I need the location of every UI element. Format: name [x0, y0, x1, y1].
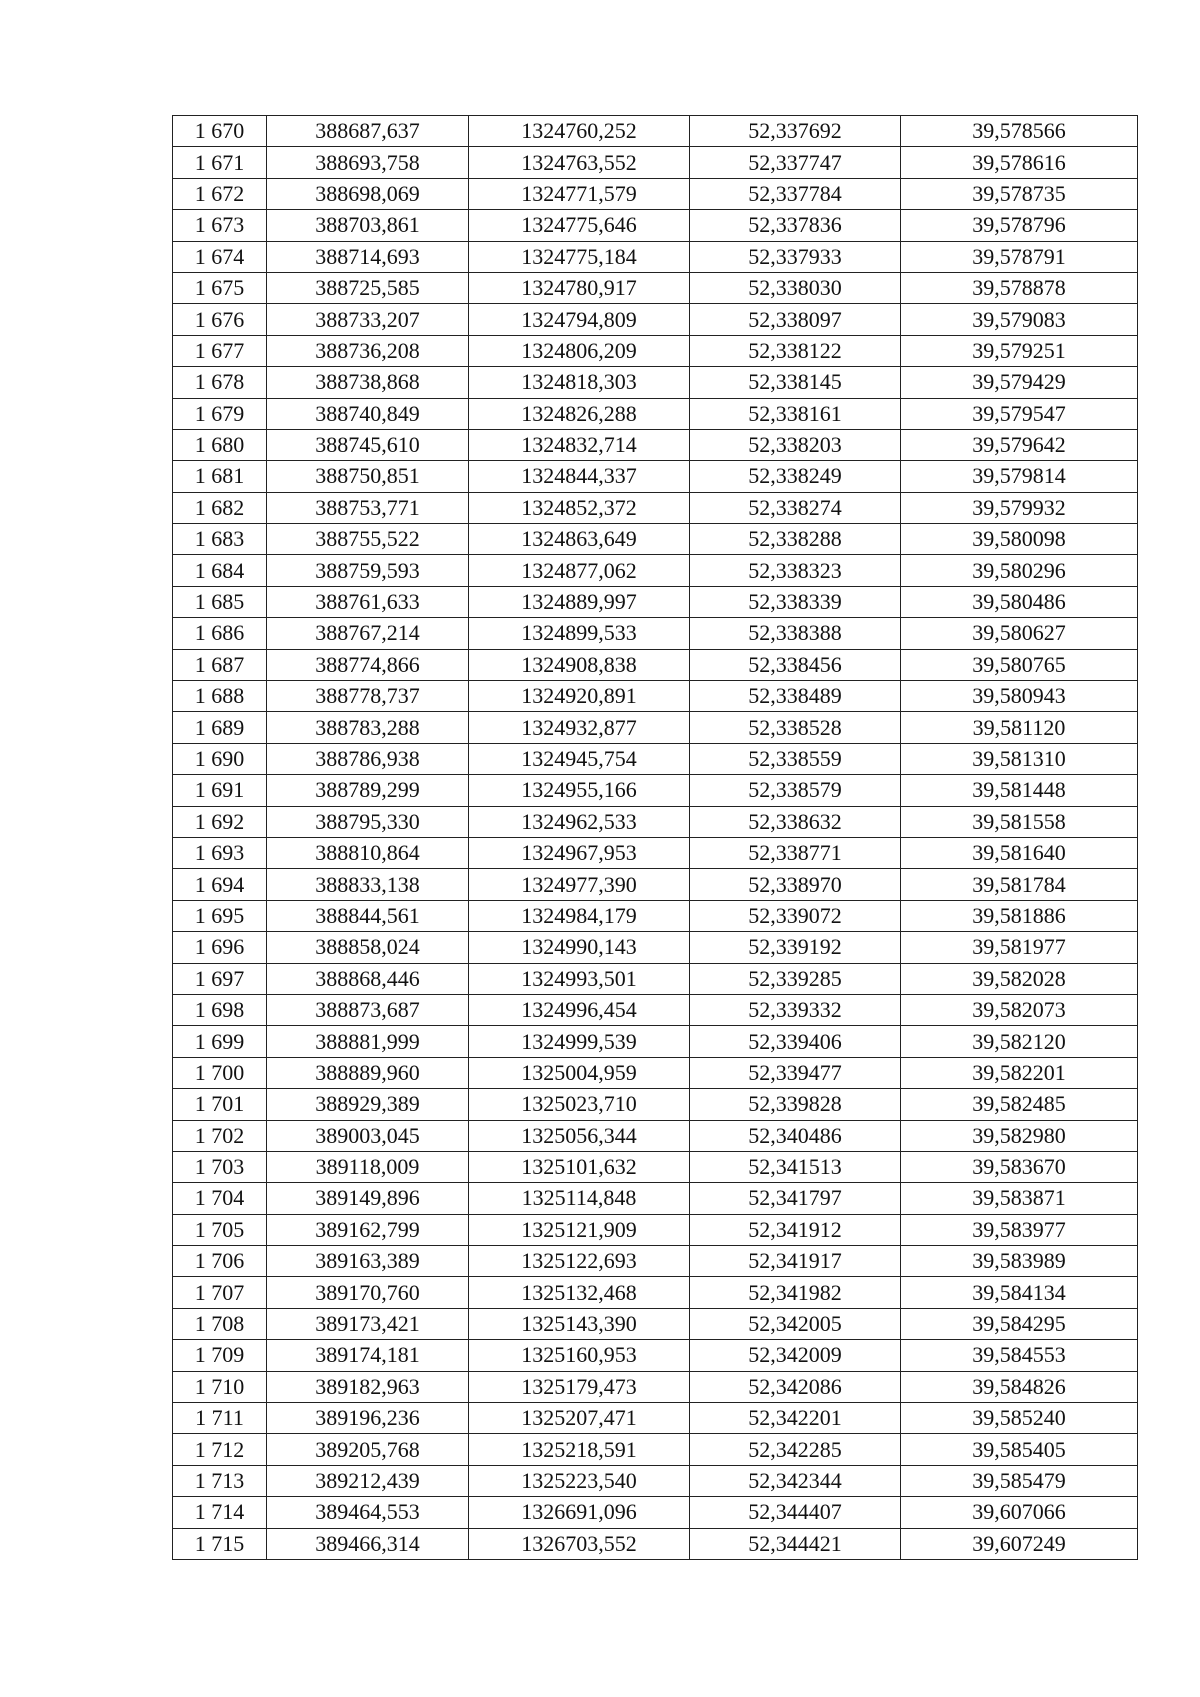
x-coordinate-cell: 388755,522 [267, 524, 469, 555]
table-row [173, 272, 1138, 303]
y-coordinate-cell: 1324806,209 [469, 335, 690, 366]
longitude-cell: 39,578566 [901, 116, 1138, 147]
longitude-cell: 39,585479 [901, 1465, 1138, 1496]
point-number-cell: 1 715 [173, 1528, 267, 1559]
y-coordinate-cell: 1326703,552 [469, 1528, 690, 1559]
latitude-cell: 52,338579 [690, 775, 901, 806]
y-coordinate-cell: 1324771,579 [469, 178, 690, 209]
table-row [173, 1089, 1138, 1120]
point-number-cell: 1 714 [173, 1497, 267, 1528]
point-number-cell: 1 687 [173, 649, 267, 680]
point-number-cell: 1 692 [173, 806, 267, 837]
longitude-cell: 39,579083 [901, 304, 1138, 335]
longitude-cell: 39,580296 [901, 555, 1138, 586]
y-coordinate-cell: 1325122,693 [469, 1246, 690, 1277]
y-coordinate-cell: 1324908,838 [469, 649, 690, 680]
x-coordinate-cell: 389118,009 [267, 1151, 469, 1182]
x-coordinate-cell: 388858,024 [267, 932, 469, 963]
y-coordinate-cell: 1324932,877 [469, 712, 690, 743]
point-number-cell: 1 701 [173, 1089, 267, 1120]
table-row [173, 241, 1138, 272]
table-row [173, 1151, 1138, 1182]
longitude-cell: 39,580765 [901, 649, 1138, 680]
y-coordinate-cell: 1324760,252 [469, 116, 690, 147]
y-coordinate-cell: 1325132,468 [469, 1277, 690, 1308]
latitude-cell: 52,341917 [690, 1246, 901, 1277]
x-coordinate-cell: 388810,864 [267, 837, 469, 868]
longitude-cell: 39,584826 [901, 1371, 1138, 1402]
table-row [173, 367, 1138, 398]
latitude-cell: 52,338097 [690, 304, 901, 335]
longitude-cell: 39,582980 [901, 1120, 1138, 1151]
longitude-cell: 39,584553 [901, 1340, 1138, 1371]
longitude-cell: 39,581310 [901, 743, 1138, 774]
longitude-cell: 39,578791 [901, 241, 1138, 272]
x-coordinate-cell: 388844,561 [267, 900, 469, 931]
table-row [173, 837, 1138, 868]
y-coordinate-cell: 1325023,710 [469, 1089, 690, 1120]
y-coordinate-cell: 1324818,303 [469, 367, 690, 398]
table-row [173, 900, 1138, 931]
table-row [173, 1214, 1138, 1245]
latitude-cell: 52,338339 [690, 586, 901, 617]
x-coordinate-cell: 388761,633 [267, 586, 469, 617]
y-coordinate-cell: 1324990,143 [469, 932, 690, 963]
x-coordinate-cell: 388714,693 [267, 241, 469, 272]
y-coordinate-cell: 1324967,953 [469, 837, 690, 868]
point-number-cell: 1 678 [173, 367, 267, 398]
point-number-cell: 1 690 [173, 743, 267, 774]
table-row [173, 398, 1138, 429]
x-coordinate-cell: 389173,421 [267, 1308, 469, 1339]
table-row [173, 147, 1138, 178]
x-coordinate-cell: 388750,851 [267, 461, 469, 492]
table-row [173, 1183, 1138, 1214]
longitude-cell: 39,583871 [901, 1183, 1138, 1214]
point-number-cell: 1 700 [173, 1057, 267, 1088]
longitude-cell: 39,585405 [901, 1434, 1138, 1465]
x-coordinate-cell: 388833,138 [267, 869, 469, 900]
latitude-cell: 52,337692 [690, 116, 901, 147]
x-coordinate-cell: 388929,389 [267, 1089, 469, 1120]
longitude-cell: 39,582073 [901, 994, 1138, 1025]
longitude-cell: 39,582201 [901, 1057, 1138, 1088]
table-row [173, 429, 1138, 460]
longitude-cell: 39,580627 [901, 618, 1138, 649]
x-coordinate-cell: 389464,553 [267, 1497, 469, 1528]
latitude-cell: 52,338489 [690, 681, 901, 712]
table-row [173, 1528, 1138, 1559]
table-row [173, 1340, 1138, 1371]
point-number-cell: 1 709 [173, 1340, 267, 1371]
latitude-cell: 52,342285 [690, 1434, 901, 1465]
point-number-cell: 1 689 [173, 712, 267, 743]
longitude-cell: 39,607249 [901, 1528, 1138, 1559]
point-number-cell: 1 697 [173, 963, 267, 994]
x-coordinate-cell: 388703,861 [267, 210, 469, 241]
x-coordinate-cell: 389170,760 [267, 1277, 469, 1308]
table-row [173, 806, 1138, 837]
table-row [173, 210, 1138, 241]
point-number-cell: 1 696 [173, 932, 267, 963]
latitude-cell: 52,339828 [690, 1089, 901, 1120]
x-coordinate-cell: 388767,214 [267, 618, 469, 649]
point-number-cell: 1 674 [173, 241, 267, 272]
y-coordinate-cell: 1324763,552 [469, 147, 690, 178]
y-coordinate-cell: 1324984,179 [469, 900, 690, 931]
x-coordinate-cell: 388795,330 [267, 806, 469, 837]
latitude-cell: 52,341912 [690, 1214, 901, 1245]
table-row [173, 1465, 1138, 1496]
point-number-cell: 1 699 [173, 1026, 267, 1057]
x-coordinate-cell: 388783,288 [267, 712, 469, 743]
longitude-cell: 39,584295 [901, 1308, 1138, 1339]
table-row [173, 492, 1138, 523]
y-coordinate-cell: 1325160,953 [469, 1340, 690, 1371]
longitude-cell: 39,578735 [901, 178, 1138, 209]
x-coordinate-cell: 389182,963 [267, 1371, 469, 1402]
y-coordinate-cell: 1325207,471 [469, 1403, 690, 1434]
table-row [173, 1371, 1138, 1402]
coordinates-table-body [173, 116, 1138, 1560]
x-coordinate-cell: 388881,999 [267, 1026, 469, 1057]
table-row [173, 712, 1138, 743]
point-number-cell: 1 672 [173, 178, 267, 209]
latitude-cell: 52,342344 [690, 1465, 901, 1496]
point-number-cell: 1 708 [173, 1308, 267, 1339]
y-coordinate-cell: 1324794,809 [469, 304, 690, 335]
point-number-cell: 1 683 [173, 524, 267, 555]
point-number-cell: 1 703 [173, 1151, 267, 1182]
x-coordinate-cell: 389205,768 [267, 1434, 469, 1465]
x-coordinate-cell: 388789,299 [267, 775, 469, 806]
longitude-cell: 39,607066 [901, 1497, 1138, 1528]
x-coordinate-cell: 389196,236 [267, 1403, 469, 1434]
table-row [173, 1308, 1138, 1339]
table-row [173, 618, 1138, 649]
point-number-cell: 1 693 [173, 837, 267, 868]
y-coordinate-cell: 1325121,909 [469, 1214, 690, 1245]
point-number-cell: 1 670 [173, 116, 267, 147]
x-coordinate-cell: 388786,938 [267, 743, 469, 774]
latitude-cell: 52,341982 [690, 1277, 901, 1308]
y-coordinate-cell: 1324999,539 [469, 1026, 690, 1057]
latitude-cell: 52,337836 [690, 210, 901, 241]
x-coordinate-cell: 388774,866 [267, 649, 469, 680]
y-coordinate-cell: 1324877,062 [469, 555, 690, 586]
table-row [173, 461, 1138, 492]
latitude-cell: 52,338528 [690, 712, 901, 743]
latitude-cell: 52,339332 [690, 994, 901, 1025]
y-coordinate-cell: 1324993,501 [469, 963, 690, 994]
point-number-cell: 1 684 [173, 555, 267, 586]
longitude-cell: 39,581640 [901, 837, 1138, 868]
y-coordinate-cell: 1324945,754 [469, 743, 690, 774]
table-row [173, 586, 1138, 617]
latitude-cell: 52,338203 [690, 429, 901, 460]
table-row [173, 1434, 1138, 1465]
latitude-cell: 52,337784 [690, 178, 901, 209]
latitude-cell: 52,338632 [690, 806, 901, 837]
longitude-cell: 39,582120 [901, 1026, 1138, 1057]
y-coordinate-cell: 1325179,473 [469, 1371, 690, 1402]
latitude-cell: 52,338771 [690, 837, 901, 868]
x-coordinate-cell: 389163,389 [267, 1246, 469, 1277]
point-number-cell: 1 688 [173, 681, 267, 712]
longitude-cell: 39,584134 [901, 1277, 1138, 1308]
point-number-cell: 1 705 [173, 1214, 267, 1245]
longitude-cell: 39,583670 [901, 1151, 1138, 1182]
x-coordinate-cell: 388868,446 [267, 963, 469, 994]
longitude-cell: 39,580486 [901, 586, 1138, 617]
table-row [173, 1057, 1138, 1088]
point-number-cell: 1 675 [173, 272, 267, 303]
longitude-cell: 39,581448 [901, 775, 1138, 806]
table-row [173, 869, 1138, 900]
longitude-cell: 39,579814 [901, 461, 1138, 492]
longitude-cell: 39,583977 [901, 1214, 1138, 1245]
x-coordinate-cell: 388753,771 [267, 492, 469, 523]
table-row [173, 743, 1138, 774]
y-coordinate-cell: 1324889,997 [469, 586, 690, 617]
point-number-cell: 1 681 [173, 461, 267, 492]
table-row [173, 963, 1138, 994]
y-coordinate-cell: 1326691,096 [469, 1497, 690, 1528]
y-coordinate-cell: 1325143,390 [469, 1308, 690, 1339]
point-number-cell: 1 671 [173, 147, 267, 178]
table-row [173, 1277, 1138, 1308]
latitude-cell: 52,342005 [690, 1308, 901, 1339]
latitude-cell: 52,341513 [690, 1151, 901, 1182]
latitude-cell: 52,344421 [690, 1528, 901, 1559]
latitude-cell: 52,342009 [690, 1340, 901, 1371]
latitude-cell: 52,338970 [690, 869, 901, 900]
y-coordinate-cell: 1324844,337 [469, 461, 690, 492]
latitude-cell: 52,338249 [690, 461, 901, 492]
table-row [173, 649, 1138, 680]
longitude-cell: 39,581977 [901, 932, 1138, 963]
y-coordinate-cell: 1325223,540 [469, 1465, 690, 1496]
table-row [173, 116, 1138, 147]
x-coordinate-cell: 389003,045 [267, 1120, 469, 1151]
latitude-cell: 52,342086 [690, 1371, 901, 1402]
longitude-cell: 39,581558 [901, 806, 1138, 837]
point-number-cell: 1 679 [173, 398, 267, 429]
point-number-cell: 1 706 [173, 1246, 267, 1277]
x-coordinate-cell: 388687,637 [267, 116, 469, 147]
x-coordinate-cell: 388725,585 [267, 272, 469, 303]
y-coordinate-cell: 1324955,166 [469, 775, 690, 806]
x-coordinate-cell: 389212,439 [267, 1465, 469, 1496]
x-coordinate-cell: 388736,208 [267, 335, 469, 366]
table-row [173, 178, 1138, 209]
latitude-cell: 52,338323 [690, 555, 901, 586]
latitude-cell: 52,338456 [690, 649, 901, 680]
y-coordinate-cell: 1325218,591 [469, 1434, 690, 1465]
x-coordinate-cell: 389149,896 [267, 1183, 469, 1214]
table-row [173, 555, 1138, 586]
longitude-cell: 39,579429 [901, 367, 1138, 398]
x-coordinate-cell: 389466,314 [267, 1528, 469, 1559]
y-coordinate-cell: 1325101,632 [469, 1151, 690, 1182]
table-row [173, 681, 1138, 712]
y-coordinate-cell: 1325114,848 [469, 1183, 690, 1214]
longitude-cell: 39,580098 [901, 524, 1138, 555]
x-coordinate-cell: 388698,069 [267, 178, 469, 209]
table-row [173, 1120, 1138, 1151]
longitude-cell: 39,585240 [901, 1403, 1138, 1434]
longitude-cell: 39,581886 [901, 900, 1138, 931]
longitude-cell: 39,579547 [901, 398, 1138, 429]
x-coordinate-cell: 388873,687 [267, 994, 469, 1025]
x-coordinate-cell: 388778,737 [267, 681, 469, 712]
latitude-cell: 52,340486 [690, 1120, 901, 1151]
y-coordinate-cell: 1324775,184 [469, 241, 690, 272]
y-coordinate-cell: 1324996,454 [469, 994, 690, 1025]
point-number-cell: 1 704 [173, 1183, 267, 1214]
table-row [173, 1026, 1138, 1057]
y-coordinate-cell: 1324920,891 [469, 681, 690, 712]
y-coordinate-cell: 1324899,533 [469, 618, 690, 649]
y-coordinate-cell: 1324832,714 [469, 429, 690, 460]
point-number-cell: 1 686 [173, 618, 267, 649]
table-row [173, 1246, 1138, 1277]
table-row [173, 932, 1138, 963]
latitude-cell: 52,338161 [690, 398, 901, 429]
table-row [173, 524, 1138, 555]
latitude-cell: 52,339072 [690, 900, 901, 931]
longitude-cell: 39,579251 [901, 335, 1138, 366]
point-number-cell: 1 698 [173, 994, 267, 1025]
x-coordinate-cell: 388693,758 [267, 147, 469, 178]
table-row [173, 1497, 1138, 1528]
latitude-cell: 52,337933 [690, 241, 901, 272]
table-row [173, 335, 1138, 366]
point-number-cell: 1 677 [173, 335, 267, 366]
x-coordinate-cell: 388759,593 [267, 555, 469, 586]
point-number-cell: 1 712 [173, 1434, 267, 1465]
x-coordinate-cell: 388733,207 [267, 304, 469, 335]
y-coordinate-cell: 1324863,649 [469, 524, 690, 555]
point-number-cell: 1 680 [173, 429, 267, 460]
y-coordinate-cell: 1325004,959 [469, 1057, 690, 1088]
latitude-cell: 52,339406 [690, 1026, 901, 1057]
point-number-cell: 1 691 [173, 775, 267, 806]
point-number-cell: 1 694 [173, 869, 267, 900]
point-number-cell: 1 713 [173, 1465, 267, 1496]
y-coordinate-cell: 1324826,288 [469, 398, 690, 429]
point-number-cell: 1 707 [173, 1277, 267, 1308]
longitude-cell: 39,580943 [901, 681, 1138, 712]
latitude-cell: 52,344407 [690, 1497, 901, 1528]
latitude-cell: 52,338030 [690, 272, 901, 303]
latitude-cell: 52,338388 [690, 618, 901, 649]
latitude-cell: 52,338559 [690, 743, 901, 774]
point-number-cell: 1 695 [173, 900, 267, 931]
longitude-cell: 39,581784 [901, 869, 1138, 900]
point-number-cell: 1 685 [173, 586, 267, 617]
table-row [173, 775, 1138, 806]
y-coordinate-cell: 1324780,917 [469, 272, 690, 303]
point-number-cell: 1 676 [173, 304, 267, 335]
latitude-cell: 52,342201 [690, 1403, 901, 1434]
y-coordinate-cell: 1325056,344 [469, 1120, 690, 1151]
longitude-cell: 39,582485 [901, 1089, 1138, 1120]
longitude-cell: 39,579642 [901, 429, 1138, 460]
latitude-cell: 52,339477 [690, 1057, 901, 1088]
table-row [173, 1403, 1138, 1434]
y-coordinate-cell: 1324775,646 [469, 210, 690, 241]
longitude-cell: 39,582028 [901, 963, 1138, 994]
latitude-cell: 52,339192 [690, 932, 901, 963]
longitude-cell: 39,583989 [901, 1246, 1138, 1277]
latitude-cell: 52,338288 [690, 524, 901, 555]
longitude-cell: 39,578878 [901, 272, 1138, 303]
x-coordinate-cell: 389162,799 [267, 1214, 469, 1245]
longitude-cell: 39,578616 [901, 147, 1138, 178]
y-coordinate-cell: 1324852,372 [469, 492, 690, 523]
table-row [173, 304, 1138, 335]
y-coordinate-cell: 1324977,390 [469, 869, 690, 900]
longitude-cell: 39,581120 [901, 712, 1138, 743]
x-coordinate-cell: 389174,181 [267, 1340, 469, 1371]
point-number-cell: 1 711 [173, 1403, 267, 1434]
x-coordinate-cell: 388740,849 [267, 398, 469, 429]
y-coordinate-cell: 1324962,533 [469, 806, 690, 837]
point-number-cell: 1 702 [173, 1120, 267, 1151]
latitude-cell: 52,337747 [690, 147, 901, 178]
x-coordinate-cell: 388889,960 [267, 1057, 469, 1088]
coordinates-table [172, 115, 1138, 1560]
x-coordinate-cell: 388745,610 [267, 429, 469, 460]
latitude-cell: 52,339285 [690, 963, 901, 994]
latitude-cell: 52,338274 [690, 492, 901, 523]
longitude-cell: 39,579932 [901, 492, 1138, 523]
latitude-cell: 52,338145 [690, 367, 901, 398]
latitude-cell: 52,341797 [690, 1183, 901, 1214]
x-coordinate-cell: 388738,868 [267, 367, 469, 398]
table-row [173, 994, 1138, 1025]
latitude-cell: 52,338122 [690, 335, 901, 366]
point-number-cell: 1 673 [173, 210, 267, 241]
point-number-cell: 1 682 [173, 492, 267, 523]
longitude-cell: 39,578796 [901, 210, 1138, 241]
point-number-cell: 1 710 [173, 1371, 267, 1402]
